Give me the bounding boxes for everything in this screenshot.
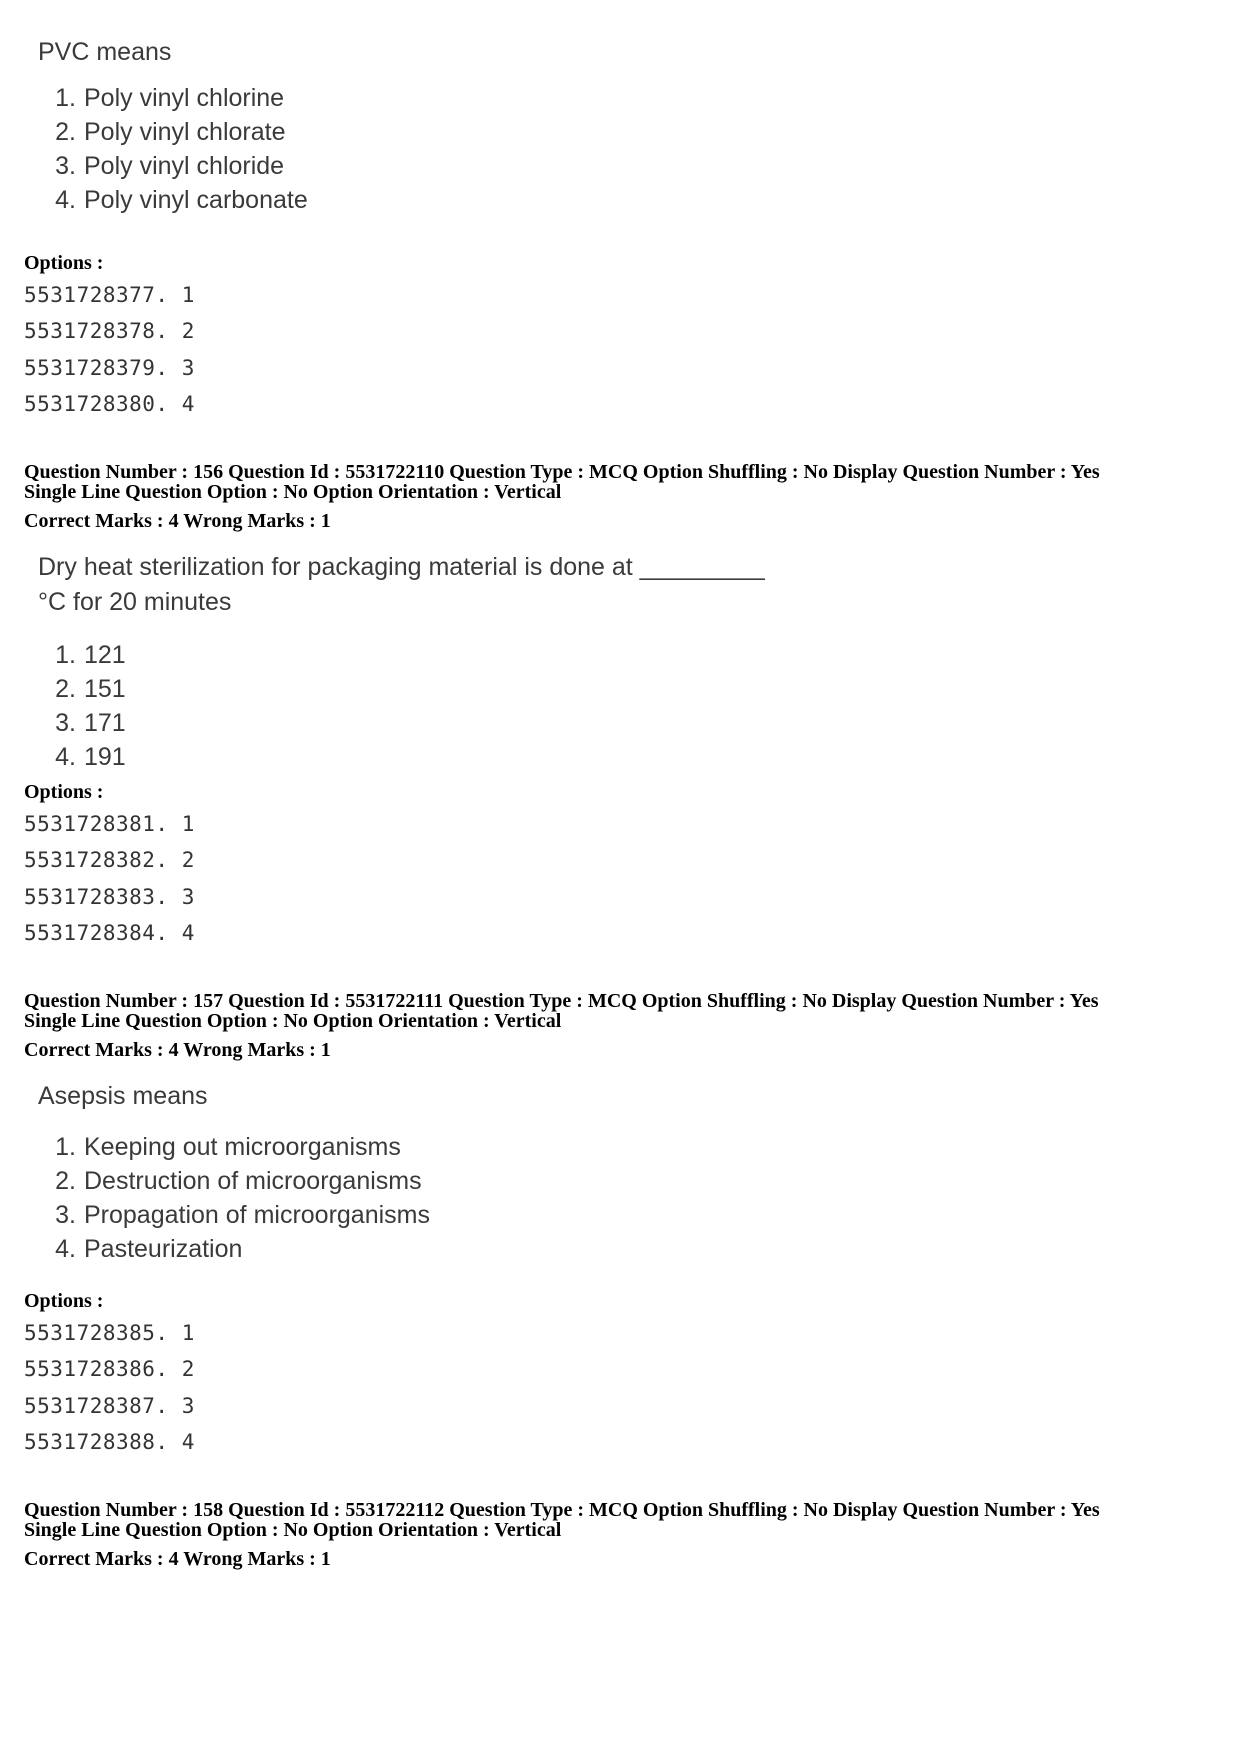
answer-choice: 1. Poly vinyl chlorine [55,84,285,112]
answer-choice: 1. Keeping out microorganisms [55,1133,401,1161]
option-id-line: 5531728381. 1 [24,812,195,836]
question-meta-line: Single Line Question Option : No Option Orientation : Vertical [24,1010,562,1032]
answer-choice-list [38,81,308,217]
option-id-line: 5531728385. 1 [24,1321,195,1345]
answer-choice: 2. 151 [55,675,126,703]
answer-choice: 3. 171 [55,709,126,737]
answer-choice: 4. Poly vinyl carbonate [55,186,308,214]
option-id-line: 5531728379. 3 [24,356,195,380]
option-id-line: 5531728386. 2 [24,1357,195,1381]
question-meta-line: Question Number : 156 Question Id : 5531722110 Question Type : MCQ Option Shuffling : No Display Question Number : Yes [24,461,1100,483]
options-label: Options : [24,1290,104,1312]
marks-line: Correct Marks : 4 Wrong Marks : 1 [24,1548,331,1570]
question-meta-line: Single Line Question Option : No Option Orientation : Vertical [24,1519,562,1541]
option-id-line: 5531728382. 2 [24,848,195,872]
answer-choice-list [38,638,126,774]
option-id-line: 5531728383. 3 [24,885,195,909]
answer-choice: 4. Pasteurization [55,1235,243,1263]
option-id-line: 5531728378. 2 [24,319,195,343]
question-meta-line: Question Number : 158 Question Id : 5531722112 Question Type : MCQ Option Shuffling : No Display Question Number : Yes [24,1499,1100,1521]
option-id-line: 5531728377. 1 [24,283,195,307]
answer-choice: 2. Destruction of microorganisms [55,1167,422,1195]
answer-choice: 2. Poly vinyl chlorate [55,118,286,146]
answer-choice: 4. 191 [55,743,126,771]
answer-choice: 3. Propagation of microorganisms [55,1201,430,1229]
options-label: Options : [24,781,104,803]
option-id-line: 5531728388. 4 [24,1430,195,1454]
option-id-line: 5531728380. 4 [24,392,195,416]
options-label: Options : [24,252,104,274]
answer-choice: 3. Poly vinyl chloride [55,152,285,180]
question-stem: Dry heat sterilization for packaging material is done at _________ [38,553,765,581]
answer-choice: 1. 121 [55,641,126,669]
question-stem: Asepsis means [38,1082,208,1110]
option-id-line: 5531728387. 3 [24,1394,195,1418]
question-meta-line: Question Number : 157 Question Id : 5531722111 Question Type : MCQ Option Shuffling : No Display Question Number : Yes [24,990,1099,1012]
option-id-line: 5531728384. 4 [24,921,195,945]
question-stem: °C for 20 minutes [38,588,232,616]
question-meta-line: Single Line Question Option : No Option Orientation : Vertical [24,481,562,503]
answer-choice-list [38,1130,430,1266]
marks-line: Correct Marks : 4 Wrong Marks : 1 [24,510,331,532]
marks-line: Correct Marks : 4 Wrong Marks : 1 [24,1039,331,1061]
question-stem: PVC means [38,38,172,66]
